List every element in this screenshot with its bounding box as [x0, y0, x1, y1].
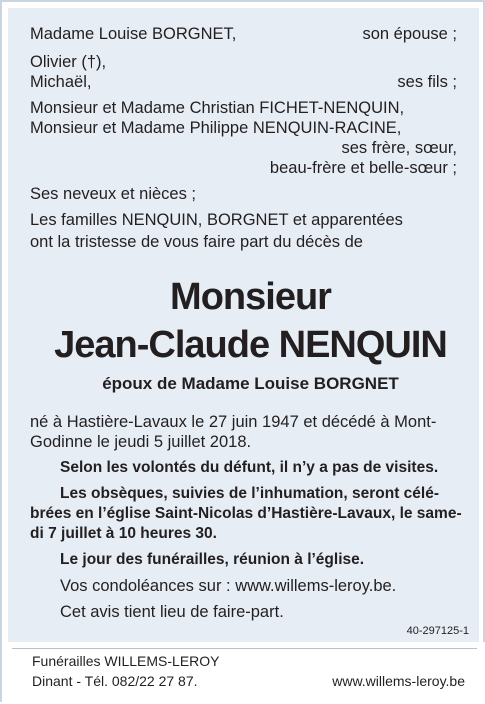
family-line-2-left: Olivier (†),	[30, 53, 107, 71]
deceased-spouse: époux de Madame Louise BORGNET	[102, 374, 399, 393]
funeral-line-3: di 7 juillet à 10 heures 30.	[30, 525, 217, 542]
footer-address: Dinant - Tél. 082/22 27 87.	[32, 673, 198, 689]
deceased-name: Jean-Claude NENQUIN	[54, 324, 447, 366]
family-line-9-left: Les familles NENQUIN, BORGNET et apparentées	[30, 211, 403, 229]
family-line-3-right: ses fils ;	[397, 73, 457, 91]
footer-website: www.willems-leroy.be	[332, 673, 465, 689]
notice-line: Cet avis tient lieu de faire-part.	[60, 603, 284, 621]
family-line-6-right: ses frère, sœur,	[341, 139, 457, 157]
reference-number: 40-297125-1	[406, 625, 469, 637]
footer-divider	[12, 648, 477, 649]
footer-company: Funérailles WILLEMS-LEROY	[32, 653, 220, 669]
family-line-8-left: Ses neveux et nièces ;	[30, 185, 197, 203]
birth-line-1: né à Hastière-Lavaux le 27 juin 1947 et décédé à Mont-	[30, 413, 437, 431]
family-line-1-right: son épouse ;	[362, 25, 457, 43]
birth-line-2: Godinne le jeudi 5 juillet 2018.	[30, 433, 252, 451]
footer	[2, 642, 485, 704]
funeral-line-2: brées en l’église Saint-Nicolas d’Hastière-Lavaux, le same-	[30, 505, 462, 522]
deceased-title: Monsieur	[170, 276, 331, 318]
family-line-1-left: Madame Louise BORGNET,	[30, 25, 237, 43]
family-line-10-left: ont la tristesse de vous faire part du décès de	[30, 233, 363, 251]
family-line-3-left: Michaël,	[30, 73, 92, 91]
family-line-5-left: Monsieur et Madame Philippe NENQUIN-RACINE,	[30, 119, 402, 137]
gathering-line: Le jour des funérailles, réunion à l’église.	[60, 551, 365, 568]
family-line-7-right: beau-frère et belle-sœur ;	[269, 159, 457, 177]
no-visits-line: Selon les volontés du défunt, il n’y a pas de visites.	[60, 459, 439, 476]
funeral-line-1: Les obsèques, suivies de l’inhumation, seront célé-	[60, 485, 439, 502]
condolences-line: Vos condoléances sur : www.willems-leroy.be.	[60, 577, 397, 595]
notice-body	[8, 8, 479, 643]
family-line-4-left: Monsieur et Madame Christian FICHET-NENQUIN,	[30, 99, 405, 117]
